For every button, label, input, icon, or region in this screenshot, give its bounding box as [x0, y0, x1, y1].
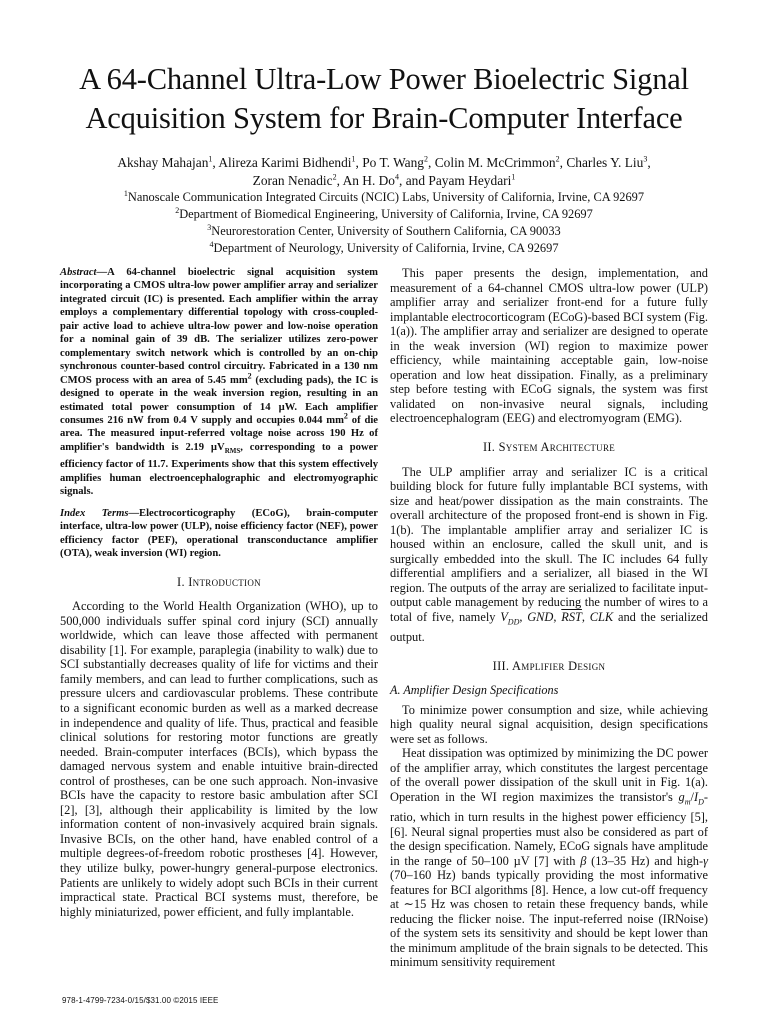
affiliation-text: Department of Biomedical Engineering, University of California, Irvine, CA 92697: [179, 207, 593, 221]
text-run: The ULP amplifier array and serializer IC is a critical building block for future fully implantable BCI systems, with size and heat/power dissipation as the main constraints. The overall architecture of the proposed front-end is shown in Fig. 1(b). The implantable amplifier array and serializer IC is housed within an enclosure, called the skull unit, and is surgically embedded into the skull. The IC includes 64 fully differential amplifiers and a serializer, all biased in the WI region. The outputs of the array are serialized to facilitate input-output cable management by reducing the number of wires to a total of five, namely: [390, 464, 708, 625]
superscript: 2: [247, 371, 252, 381]
affiliation-list: [40, 189, 728, 257]
section-heading: III. Amplifier Design: [492, 658, 606, 673]
text-run: (70–160 Hz) bands typically providing the most informative features for BCI algorithms [8]. Hence, a low cut-off frequency at ∼15 Hz was chosen to retain these frequency bands, while reducing the flicker noise. The input-referred noise (IRNoise) of the system sets its sensitivity and should be kept lower than the minimum amplitude of the brain signals to be detected. This minimum sensitivity requirement: [390, 868, 708, 970]
math-subscript: D: [698, 797, 704, 807]
copyright-footer: 978-1-4799-7234-0/15/$31.00 ©2015 IEEE: [62, 996, 219, 1005]
affil-mark: 3: [207, 222, 212, 232]
subscript: RMS: [224, 447, 241, 455]
affiliation: [40, 240, 728, 257]
affiliation-text: Department of Neurology, University of California, Irvine, CA 92697: [213, 241, 559, 255]
index-terms-text: —Electrocorticography (ECoG), brain-computer interface, ultra-low power (ULP), noise efficiency factor (NEF), power efficiency factor (PEF), operational transconductance amplifier (OTA), weak inversion (WI) region.: [60, 507, 378, 560]
author-name: Zoran Nenadic: [252, 172, 333, 188]
paragraph: This paper presents the design, implementation, and measurement of a 64-channel CMOS ultra-low power (ULP) amplifier array and serializer front-end for a future fully implantable electrocorticogram (ECoG)-based BCI system (Fig. 1(a)). The amplifier array and serializer are designed to operate in the weak inversion (WI) region to maximize power efficiency, while maintaining acceptable gain, low-noise operation and low heat dissipation. Finally, as a preliminary step before testing with ECoG signals, the system was first validated on non-invasive neural signals, including electroencephalogram (EEG) and electromyogram (EMG).: [390, 266, 708, 426]
abstract-label: Abstract: [60, 267, 97, 278]
affiliation: [40, 189, 728, 206]
paper-title: [30, 60, 738, 138]
affiliation-text: Nanoscale Communication Integrated Circuits (NCIC) Labs, University of California, Irvine, CA 92697: [127, 190, 645, 204]
math-symbol: GND: [527, 610, 554, 625]
right-column: [390, 266, 708, 970]
math-symbol: I: [693, 789, 699, 804]
title-line: A 64-Channel Ultra-Low Power Bioelectric Signal: [79, 62, 689, 96]
title-line: Acquisition System for Brain-Computer Interface: [85, 101, 683, 135]
author-affil-mark: 1: [511, 172, 516, 182]
affil-mark: 1: [123, 188, 128, 198]
author-list: [40, 154, 728, 189]
author-line: Zoran Nenadic$^2$, An H. Do$^4$, and Payam Heydari$^1$: [252, 172, 516, 188]
index-terms-label: Index Terms: [60, 507, 129, 519]
affiliation: [40, 223, 728, 240]
author-affil-mark: 1: [351, 154, 356, 164]
author-name: Akshay Mahajan: [117, 155, 209, 170]
author-affil-mark: 1: [208, 154, 213, 164]
math-symbol: $\overline{RST}$: [561, 610, 582, 625]
paragraph: According to the World Health Organization (WHO), up to 500,000 individuals suffer spinal cord injury (SCI) annually worldwide, which can leave those affected with permanent disability [1]. For example, paraplegia (inability to walk) due to SCI substantially decreases quality of life for victims and their family members, and can lead to further complications, such as pressure ulcers and cardiovascular problems. These contribute to a significant economic burden as well as a marked decrease in independence and quality of life. Thus, practical and feasible clinical solutions for restoring motor functions are greatly needed. Brain-computer interfaces (BCIs), which bypass the damaged nervous system and enable intuitive brain-directed control of prostheses, can be one such approach. Non-invasive BCIs have the capacity to restore basic ambulation after SCI [2], [3], although their applicability is limited by the low information content of non-invasively acquired brain signals. Invasive BCIs, on the other hand, have enabled control of a multiple degrees-of-freedom robotic prostheses [4]. However, they utilize bulky, power-hungry general-purpose electronics. Patients are unlikely to widely adopt such BCIs in their current impractical state. Practical BCI systems must, therefore, be highly miniaturized, power efficient, and fully implantable.: [60, 599, 378, 919]
author-name: An H. Do: [342, 172, 396, 188]
author-name: and Payam Heydari: [405, 172, 512, 188]
subsection-heading: A. Amplifier Design Specifications: [390, 683, 559, 698]
paragraph: To minimize power consumption and size, while achieving high quality neural signal acquisition, design specifications were set as follows.: [390, 702, 708, 746]
text-run: and the serialized output.: [390, 610, 708, 645]
affiliation-text: Neurorestoration Center, University of Southern California, CA 90033: [211, 224, 561, 238]
author-affil-mark: 2: [332, 172, 337, 182]
section-heading: II. System Architecture: [482, 440, 616, 455]
index-terms: [60, 507, 378, 561]
superscript: 2: [343, 411, 348, 421]
left-column: [60, 266, 378, 919]
math-symbol: g: [678, 789, 685, 804]
math-symbol: CLK: [589, 610, 614, 625]
math-symbol: V: [500, 610, 508, 625]
author-name: Colin M. McCrimmon: [434, 155, 556, 170]
section-heading: I. Introduction: [177, 574, 261, 589]
author-line: Akshay Mahajan$^1$, Alireza Karimi Bidhendi$^1$, Po T. Wang$^2$, Colin M. McCrimmon$^2$, Charles Y. Liu$^3$,: [117, 154, 651, 170]
affil-mark: 4: [209, 239, 214, 249]
abstract-text: —A 64-channel bioelectric signal acquisition system incorporating a CMOS ultra-low power amplifier array and serializer integrated circuit (IC) is presented. Each amplifier within the array employs a complementary differential topology with cross-coupled-pair active load to achieve ultra-low power and low-noise operation for a nominal gain of 39 dB. The serializer utilizes zero-power complementary switch network which is controlled by an on-chip synchronous counter-based control circuitry. Fabricated in a 130 nm CMOS process with an area of 5.45 mm: [60, 267, 378, 386]
text-run: -ratio, which in turn results in the highest power efficiency [5], [6]. Neural signal properties must also be considered as part of the design specification. Namely, ECoG signals have amplitude in the range of 50–100 µV [7] with: [390, 789, 708, 868]
abstract-text: , corresponding to a power efficiency factor of 11.7. Experiments show that this system effectively amplifies human electroencephalographic and electromyographic signals.: [60, 441, 379, 498]
author-affil-mark: 3: [643, 154, 648, 164]
math-subscript: m: [684, 797, 691, 807]
paragraph: The ULP amplifier array and serializer IC is a critical building block for future fully implantable BCI systems, with size and heat/power dissipation as the main constraints. The overall architecture of the proposed front-end is shown in Fig. 1(b). The implantable amplifier array and serializer IC is housed within an enclosure, called the skull unit, and is surgically embedded into the skull. The IC includes 64 fully differential amplifiers and a serializer, all biased in the WI region. The outputs of the array are serialized to facilitate input-output cable management by reducing the number of wires to a total of five, namely $V_{DD}$, GND, $\overline{RST}$, CLK and the serialized output.: [390, 464, 708, 645]
text-run: Heat dissipation was optimized by minimizing the DC power of the amplifier array, which constitutes the largest percentage of the overall power dissipation of the skull unit in Fig. 1(a). Operation in the WI region maximizes the transistor's: [390, 746, 708, 804]
paragraph: Heat dissipation was optimized by minimizing the DC power of the amplifier array, which constitutes the largest percentage of the overall power dissipation of the skull unit in Fig. 1(a). Operation in the WI region maximizes the transistor's $g_m/I_D$-ratio, which in turn results in the highest power efficiency [5], [6]. Neural signal properties must also be considered as part of the design specification. Namely, ECoG signals have amplitude in the range of 50–100 µV [7] with β (13–35 Hz) and high-γ (70–160 Hz) bands typically providing the most informative features for BCI algorithms [8]. Hence, a low cut-off frequency at ∼15 Hz was chosen to retain these frequency bands, while reducing the flicker noise. The input-referred noise (IRNoise) of the system sets its sensitivity and should be kept lower than the minimum amplitude of the brain signals to be detected. This minimum sensitivity requirement: [390, 746, 708, 970]
math-symbol: γ: [703, 853, 708, 868]
text-run: (13–35 Hz) and high-: [586, 853, 704, 868]
abstract-text: (excluding pads), the IC is designed to operate in the weak inversion region, resulting in an estimated total power consumption of 14 µW. Each amplifier consumes 216 nW from 0.4 V supply and occupies 0.044 mm: [60, 374, 378, 426]
author-affil-mark: 4: [395, 172, 400, 182]
affil-mark: 2: [175, 205, 180, 215]
abstract: [60, 266, 378, 499]
math-subscript: DD: [507, 617, 520, 627]
abstract-text: of die area. The measured input-referred voltage noise across 190 Hz of amplifier's bandwidth is 2.19 µV: [60, 414, 378, 453]
author-name: Charles Y. Liu: [566, 155, 644, 170]
author-name: Alireza Karimi Bidhendi: [218, 155, 352, 170]
math-symbol: β: [580, 853, 587, 868]
affiliation: [40, 206, 728, 223]
author-affil-mark: 2: [424, 154, 429, 164]
author-affil-mark: 2: [555, 154, 560, 164]
author-name: Po T. Wang: [362, 155, 425, 170]
